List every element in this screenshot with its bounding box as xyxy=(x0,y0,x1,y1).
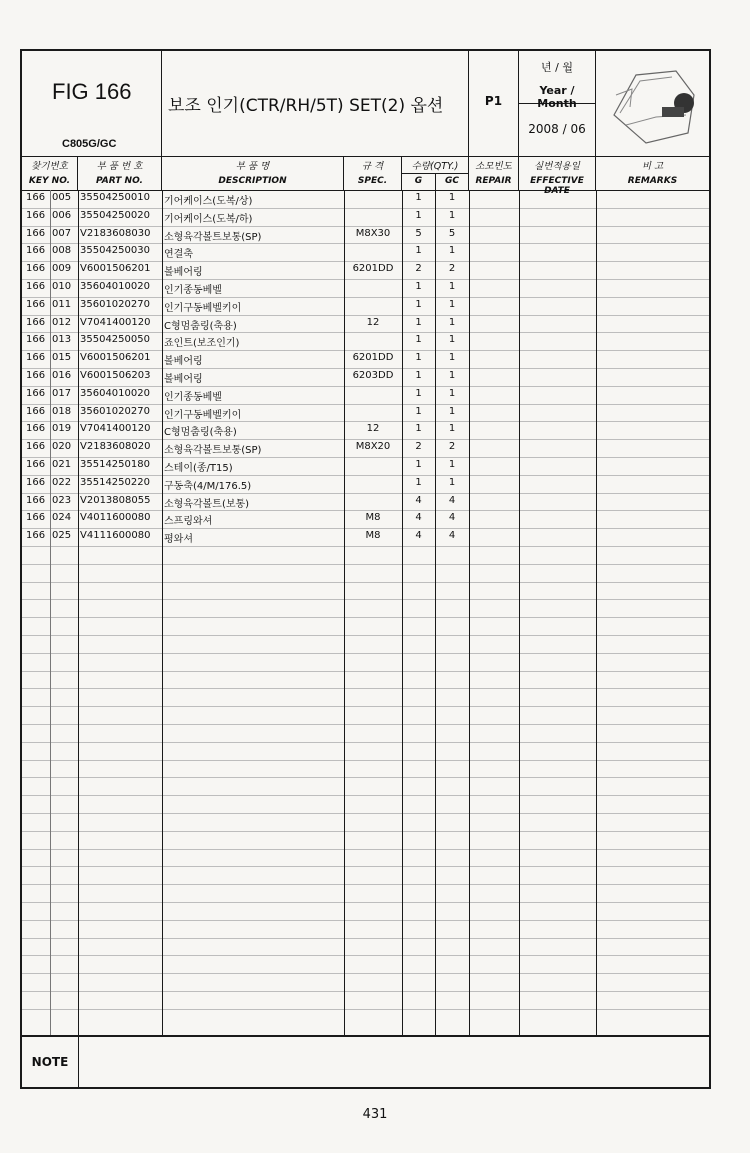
fig-cell: 166 xyxy=(26,316,46,328)
part-no-cell: V6001506201 xyxy=(80,352,151,364)
qty-g-cell: 1 xyxy=(415,459,422,470)
part-no-cell: V7041400120 xyxy=(80,423,151,435)
part-no-cell: V4011600080 xyxy=(80,512,151,524)
key-no-cell: 017 xyxy=(52,387,72,399)
key-no-cell: 022 xyxy=(52,476,72,488)
repair-header: 소모빈도 REPAIR xyxy=(469,156,519,190)
qty-g-cell: 1 xyxy=(415,298,422,310)
description-cell: 구동축(4/M/176.5) xyxy=(164,480,252,492)
key-no-cell: 009 xyxy=(52,263,72,275)
fig-cell: 166 xyxy=(26,298,46,310)
key-no-cell: 019 xyxy=(52,423,72,435)
qty-g-cell: 1 xyxy=(415,192,422,203)
spec-cell: M8X30 xyxy=(355,227,391,239)
table-row xyxy=(22,279,709,297)
part-no-cell: 35601020270 xyxy=(80,298,150,310)
qty-gc-cell: 4 xyxy=(448,512,456,524)
part-no-cell: 35504250050 xyxy=(80,334,150,346)
row-divider xyxy=(22,582,709,583)
key-no-cell: 008 xyxy=(52,245,72,257)
description-cell: 볼베어링 xyxy=(164,267,203,279)
key-no-cell: 011 xyxy=(52,298,72,310)
qty-g-cell: 4 xyxy=(415,494,422,506)
fig-cell: 166 xyxy=(26,405,46,417)
qty-g-cell: 1 xyxy=(415,316,422,328)
qty-g-cell: 5 xyxy=(415,227,422,239)
description-cell: 기어케이스(도복/상) xyxy=(164,196,253,207)
table-row xyxy=(22,439,709,457)
row-divider xyxy=(22,795,709,796)
qty-gc-cell: 4 xyxy=(448,494,456,506)
spec-cell: 6203DD xyxy=(352,370,394,381)
fig-cell: 166 xyxy=(26,370,46,381)
row-divider xyxy=(22,760,709,761)
qty-gc-cell: 1 xyxy=(448,370,456,381)
row-divider xyxy=(22,991,709,992)
description-cell: 소형육각볼트(보통) xyxy=(164,498,250,510)
model-label: C805G/GC xyxy=(62,138,117,150)
key-no-cell: 013 xyxy=(52,334,72,346)
table-row xyxy=(22,350,709,368)
row-divider xyxy=(22,813,709,814)
qty-gc-cell: 1 xyxy=(448,298,456,310)
key-no-cell: 023 xyxy=(52,494,72,506)
row-divider xyxy=(22,599,709,600)
thumbnail-cell xyxy=(596,51,709,156)
qty-g-cell: 1 xyxy=(415,281,422,292)
table-row xyxy=(22,208,709,226)
fig-cell: 166 xyxy=(26,441,46,453)
table-row xyxy=(22,261,709,279)
qty-gc-cell: 1 xyxy=(448,245,456,257)
qty-gc-cell: 1 xyxy=(448,423,456,435)
qty-gc-cell: 5 xyxy=(448,227,456,239)
qty-gc-cell: 1 xyxy=(448,192,456,203)
description-cell: 스프링와셔 xyxy=(164,516,213,528)
fig-cell: 166 xyxy=(26,423,46,435)
description-cell: 인기종동베벨 xyxy=(164,285,222,296)
qty-gc-cell: 1 xyxy=(448,459,456,470)
qty-g-cell: 1 xyxy=(415,334,422,346)
page-cell xyxy=(469,51,519,156)
table-row xyxy=(22,528,709,546)
row-divider xyxy=(22,653,709,654)
row-divider xyxy=(22,866,709,867)
description-cell: C형멈춤링(축용) xyxy=(164,320,237,332)
row-divider xyxy=(22,920,709,921)
sheet-title: 보조 인기(CTR/RH/5T) SET(2) 옵션 xyxy=(168,96,444,116)
qty-g-cell: 1 xyxy=(415,245,422,257)
part-no-header: 부 품 번 호 PART NO. xyxy=(78,156,162,190)
row-divider xyxy=(22,831,709,832)
key-no-cell: 010 xyxy=(52,281,72,292)
qty-g-cell: 4 xyxy=(415,530,422,542)
spec-cell: M8X20 xyxy=(355,441,391,453)
part-no-cell: 35504250020 xyxy=(80,209,150,221)
row-divider xyxy=(22,706,709,707)
qty-g-cell: 1 xyxy=(415,423,422,435)
key-no-cell: 024 xyxy=(52,512,72,524)
description-cell: 평와셔 xyxy=(164,534,193,546)
table-row xyxy=(22,510,709,528)
description-cell: 인기구동베벨키이 xyxy=(164,409,242,421)
fig-cell: 166 xyxy=(26,459,46,470)
fig-number: FIG 166 xyxy=(52,79,132,104)
key-no-cell: 015 xyxy=(52,352,72,364)
row-divider xyxy=(22,724,709,725)
part-no-cell: V6001506203 xyxy=(80,370,151,381)
qty-g-cell: 2 xyxy=(415,441,422,453)
fig-cell: 166 xyxy=(26,192,46,203)
qty-g-cell: 4 xyxy=(415,512,422,524)
qty-gc-cell: 1 xyxy=(448,209,456,221)
qty-g-cell: 1 xyxy=(415,476,422,488)
table-row xyxy=(22,493,709,511)
spec-cell: 6201DD xyxy=(352,263,394,275)
key-no-cell: 012 xyxy=(52,316,72,328)
key-no-cell: 007 xyxy=(52,227,72,239)
fig-cell: 166 xyxy=(26,263,46,275)
description-header: 부 품 명 DESCRIPTION xyxy=(162,156,344,190)
table-row xyxy=(22,332,709,350)
fig-cell: 166 xyxy=(26,245,46,257)
qty-gc-cell: 2 xyxy=(448,263,456,275)
date-cell xyxy=(519,51,596,156)
qty-g-cell: 1 xyxy=(415,405,422,417)
table-row xyxy=(22,421,709,439)
row-divider xyxy=(22,742,709,743)
qty-gc-cell: 1 xyxy=(448,387,456,399)
note-label: NOTE xyxy=(22,1037,79,1089)
note-area xyxy=(22,1035,709,1089)
table-row xyxy=(22,457,709,475)
qty-gc-header: GC xyxy=(445,176,459,186)
fig-cell: 166 xyxy=(26,227,46,239)
qty-gc-cell: 4 xyxy=(448,530,456,542)
qty-g-cell: 1 xyxy=(415,370,422,381)
row-divider xyxy=(22,938,709,939)
sheet-header xyxy=(22,51,709,157)
qty-gc-cell: 1 xyxy=(448,352,456,364)
year-month-english: Year / Month xyxy=(537,84,577,110)
qty-gc-cell: 1 xyxy=(448,316,456,328)
fig-cell: 166 xyxy=(26,209,46,221)
spec-cell: 12 xyxy=(366,423,380,435)
key-no-cell: 021 xyxy=(52,459,72,470)
part-no-cell: 35514250220 xyxy=(80,476,150,488)
qty-header: 수량(QTY.) G GC xyxy=(402,156,469,190)
table-row xyxy=(22,475,709,493)
key-no-cell: 018 xyxy=(52,405,72,417)
table-row xyxy=(22,297,709,315)
part-no-cell: V7041400120 xyxy=(80,316,151,328)
row-divider xyxy=(22,777,709,778)
description-cell: C형멈춤링(축용) xyxy=(164,427,237,439)
row-divider xyxy=(22,973,709,974)
table-row xyxy=(22,190,709,208)
fig-cell: 166 xyxy=(26,476,46,488)
spec-cell: 6201DD xyxy=(352,352,394,364)
part-no-cell: V2013808055 xyxy=(80,494,151,506)
row-divider xyxy=(22,849,709,850)
qty-gc-cell: 1 xyxy=(448,405,456,417)
part-no-cell: 35514250180 xyxy=(80,459,150,470)
spec-cell: 12 xyxy=(366,316,380,328)
page-code: P1 xyxy=(484,94,503,108)
description-cell: 죠인트(보조인기) xyxy=(164,338,240,350)
parts-table-body xyxy=(22,190,709,1035)
spec-cell: M8 xyxy=(365,530,381,542)
part-no-cell: 35504250030 xyxy=(80,245,150,257)
part-no-cell: 35601020270 xyxy=(80,405,150,417)
remarks-header: 비 고 REMARKS xyxy=(627,161,678,186)
spec-cell: M8 xyxy=(365,512,381,524)
description-cell: 인기종동베벨 xyxy=(164,391,222,403)
part-no-cell: 35504250010 xyxy=(80,192,150,203)
qty-gc-cell: 1 xyxy=(448,476,456,488)
description-cell: 소형육각볼트보통(SP) xyxy=(164,231,262,243)
year-month-korean: 년 / 월 xyxy=(541,61,573,74)
qty-g-header: G xyxy=(414,176,423,186)
key-no-cell: 025 xyxy=(52,530,72,542)
spec-header: 규 격 SPEC. xyxy=(344,156,402,190)
fig-cell: 166 xyxy=(26,512,46,524)
row-divider xyxy=(22,884,709,885)
row-divider xyxy=(22,564,709,565)
row-divider xyxy=(22,635,709,636)
key-no-cell: 005 xyxy=(52,192,72,203)
qty-gc-cell: 1 xyxy=(448,334,456,346)
fig-cell: 166 xyxy=(26,530,46,542)
part-no-cell: V2183608020 xyxy=(80,441,151,453)
row-divider xyxy=(22,902,709,903)
qty-gc-cell: 2 xyxy=(448,441,456,453)
table-row xyxy=(22,243,709,261)
row-divider xyxy=(22,688,709,689)
part-no-cell: V2183608030 xyxy=(80,227,151,239)
machine-thumbnail-image xyxy=(606,55,702,151)
key-no-cell: 006 xyxy=(52,209,72,221)
qty-g-cell: 1 xyxy=(415,387,422,399)
key-no-cell: 020 xyxy=(52,441,72,453)
row-divider xyxy=(22,1009,709,1010)
fig-cell: 166 xyxy=(26,334,46,346)
title-cell xyxy=(162,51,469,156)
key-no-header: 찾기번호 KEY NO. xyxy=(22,156,78,190)
page-number: 431 xyxy=(362,1107,388,1122)
column-header xyxy=(22,156,709,196)
issue-date: 2008 / 06 xyxy=(528,122,586,136)
table-row xyxy=(22,386,709,404)
row-divider xyxy=(22,546,709,547)
description-cell: 기어케이스(도복/하) xyxy=(164,213,253,225)
effective-date-header: 실번적용일 EFFECTIVE DATE xyxy=(519,156,596,190)
description-cell: 볼베어링 xyxy=(164,374,203,385)
parts-sheet xyxy=(20,49,711,1089)
key-no-cell: 016 xyxy=(52,370,72,381)
fig-cell: 166 xyxy=(26,494,46,506)
description-cell: 인기구동베벨키이 xyxy=(164,302,242,314)
qty-g-cell: 1 xyxy=(415,209,422,221)
fig-cell: 166 xyxy=(26,281,46,292)
part-no-cell: 35604010020 xyxy=(80,387,150,399)
fig-cell: 166 xyxy=(26,352,46,364)
row-divider xyxy=(22,671,709,672)
qty-g-cell: 2 xyxy=(415,263,422,275)
table-row xyxy=(22,315,709,333)
part-no-cell: V6001506201 xyxy=(80,263,151,275)
fig-cell: 166 xyxy=(26,387,46,399)
row-divider xyxy=(22,955,709,956)
description-cell: 연결축 xyxy=(164,249,193,261)
part-no-cell: V4111600080 xyxy=(80,530,151,542)
qty-g-cell: 1 xyxy=(415,352,422,364)
description-cell: 소형육각볼트보통(SP) xyxy=(164,445,262,457)
fig-cell xyxy=(22,51,162,156)
table-row xyxy=(22,404,709,422)
row-divider xyxy=(22,617,709,618)
table-row xyxy=(22,368,709,386)
table-row xyxy=(22,226,709,244)
description-cell: 볼베어링 xyxy=(164,356,203,368)
part-no-cell: 35604010020 xyxy=(80,281,150,292)
description-cell: 스테이(종/T15) xyxy=(164,463,233,474)
qty-gc-cell: 1 xyxy=(448,281,456,292)
